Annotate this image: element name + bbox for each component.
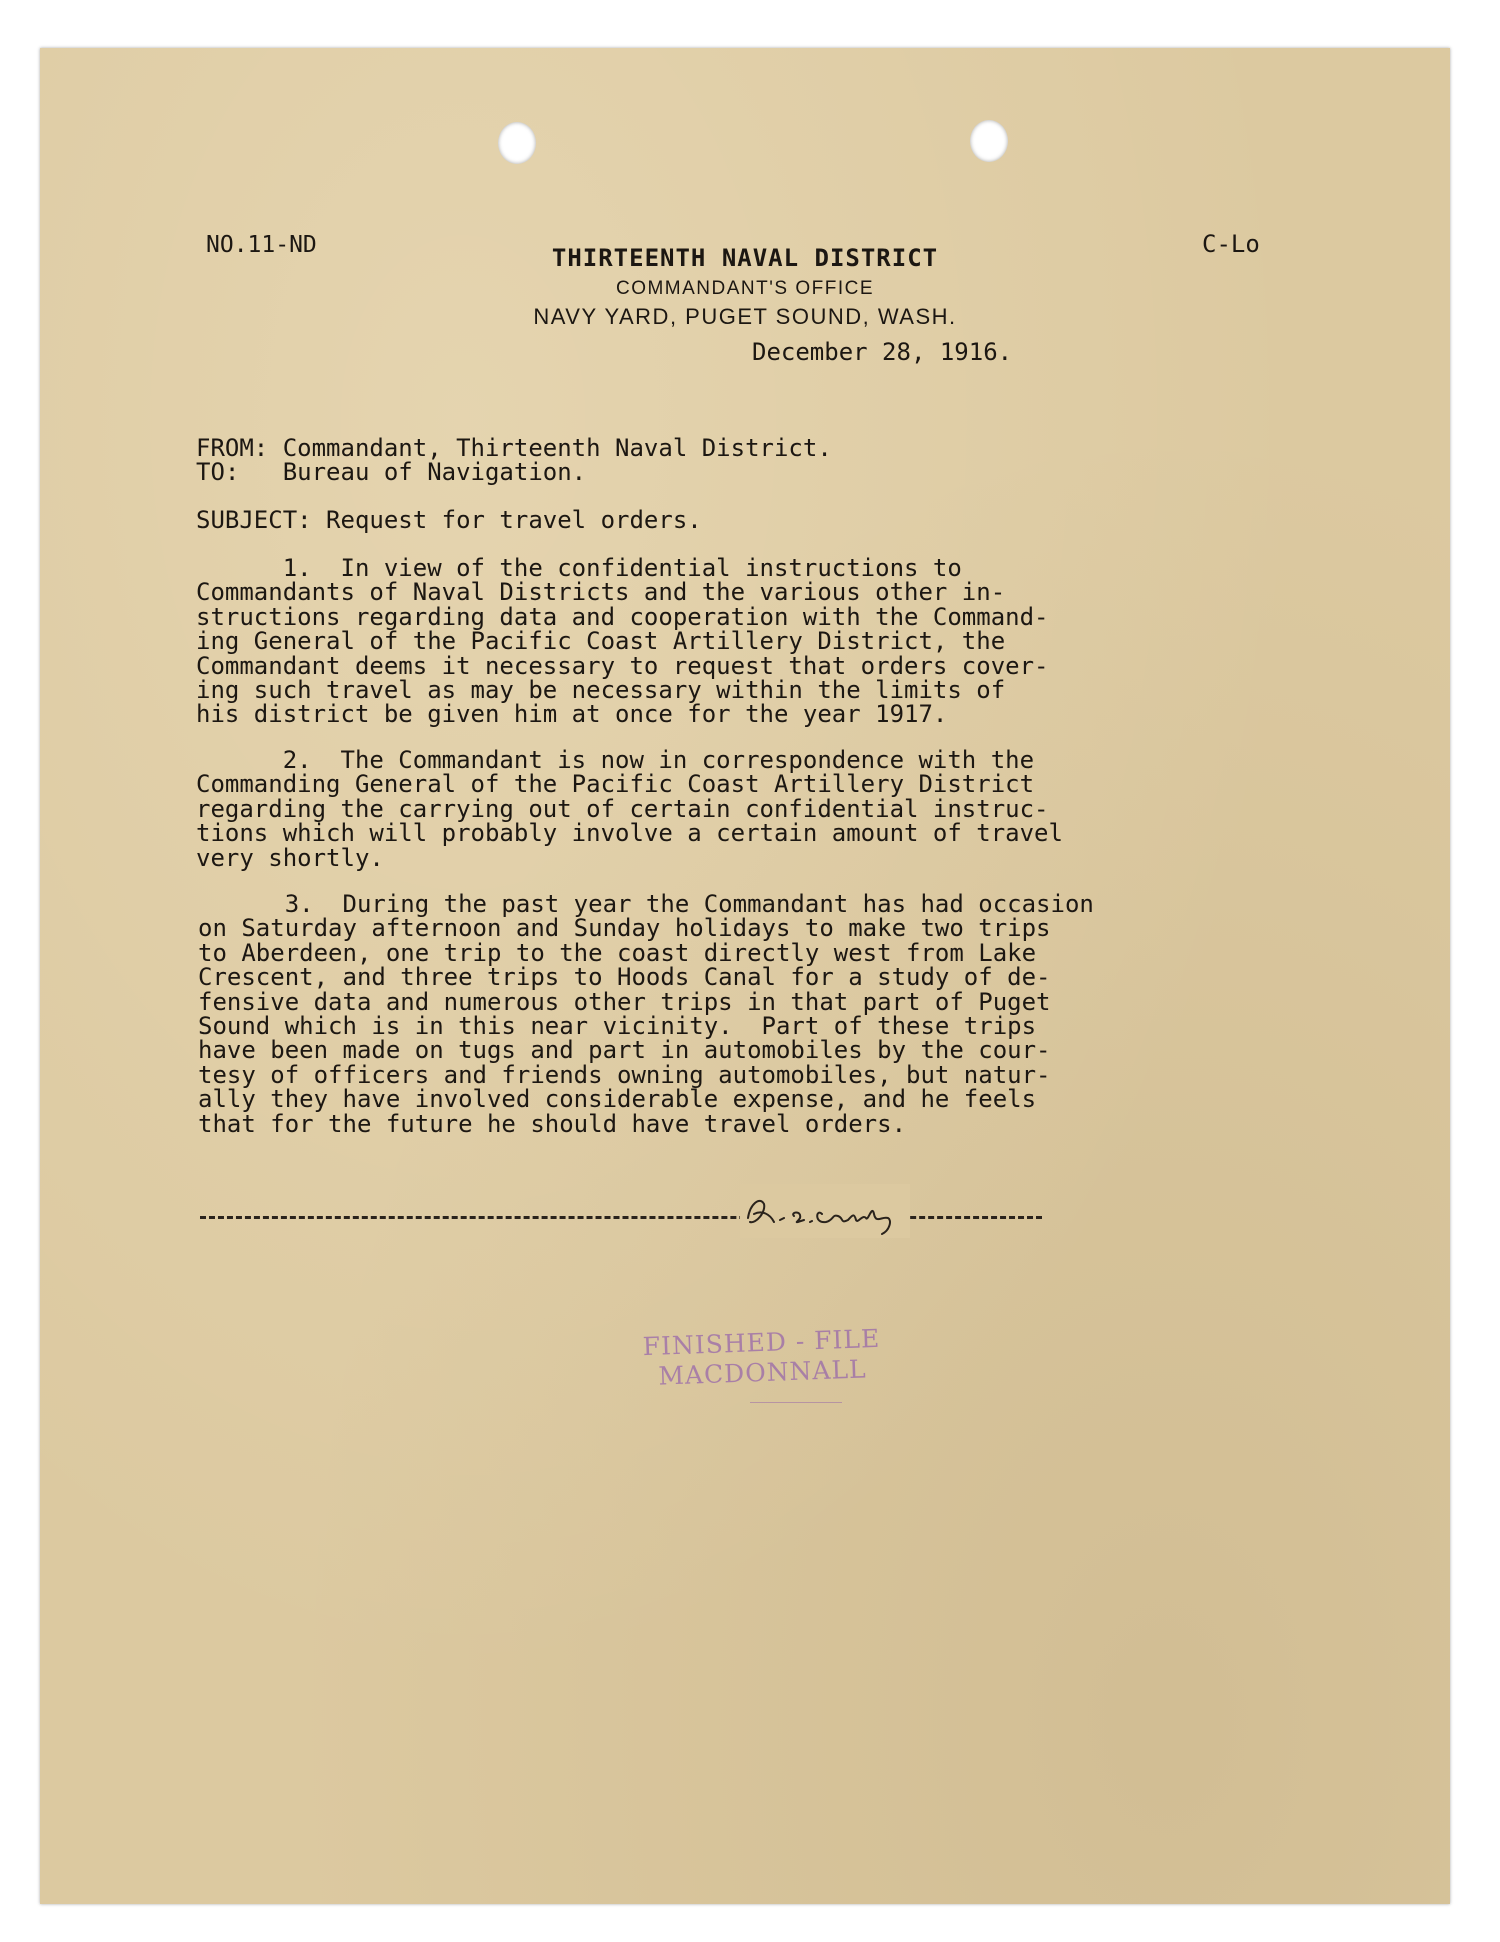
file-number: NO.11-ND <box>206 232 317 258</box>
letter-page <box>40 48 1450 1904</box>
signature-dashed-line <box>200 1216 1042 1219</box>
file-code: C-Lo <box>1202 230 1260 258</box>
stamp-line-2: MACDONNALL <box>657 1354 868 1391</box>
paragraph-2: 2. The Commandant is now in correspondence with the Commanding General of the Pacific Coast Artillery District regarding the carrying out of certain confidential instruc- tions which will probably involve a certain amount of travel very shortly. <box>196 746 1063 872</box>
letter-date: December 28, 1916. <box>752 338 1013 366</box>
stamp-underline <box>750 1402 842 1403</box>
handwritten-signature <box>740 1184 910 1238</box>
from-to-block: FROM: Commandant, Thirteenth Naval District. TO: Bureau of Navigation. <box>196 434 832 487</box>
paragraph-1: 1. In view of the confidential instructions to Commandants of Naval Districts and the various other in- structions regarding data and cooperation with the Command- ing General of the Pacific Coast Artillery District, the Commandant deems it necessary to request that orders cover- ing such travel as may be necessary within the limits of his district be given him at once for the year 1917. <box>196 554 1049 729</box>
finished-file-stamp <box>611 1323 913 1393</box>
punch-hole-left <box>498 122 536 164</box>
stamp-line-1: FINISHED - FILE <box>642 1323 881 1362</box>
letterhead-district: THIRTEENTH NAVAL DISTRICT <box>551 244 939 272</box>
paragraph-3: 3. During the past year the Commandant has had occasion on Saturday afternoon and Sunday holidays to make two trips to Aberdeen, one trip to the coast directly west from Lake Crescent, and three trips to Hoods Canal for a study of de- fensive data and numerous other trips in that part of Puget Sound which is in this near vicinity. Part of these trips have been made on tugs and part in automobiles by the cour- tesy of officers and friends owning automobiles, but natur- ally they have involved considerable expense, and he feels that for the future he should have travel orders. <box>198 890 1094 1138</box>
punch-hole-right <box>970 120 1008 162</box>
letterhead-office: COMMANDANT'S OFFICE <box>615 278 874 299</box>
subject-line: SUBJECT: Request for travel orders. <box>196 506 702 534</box>
letterhead-address: NAVY YARD, PUGET SOUND, WASH. <box>533 304 957 329</box>
